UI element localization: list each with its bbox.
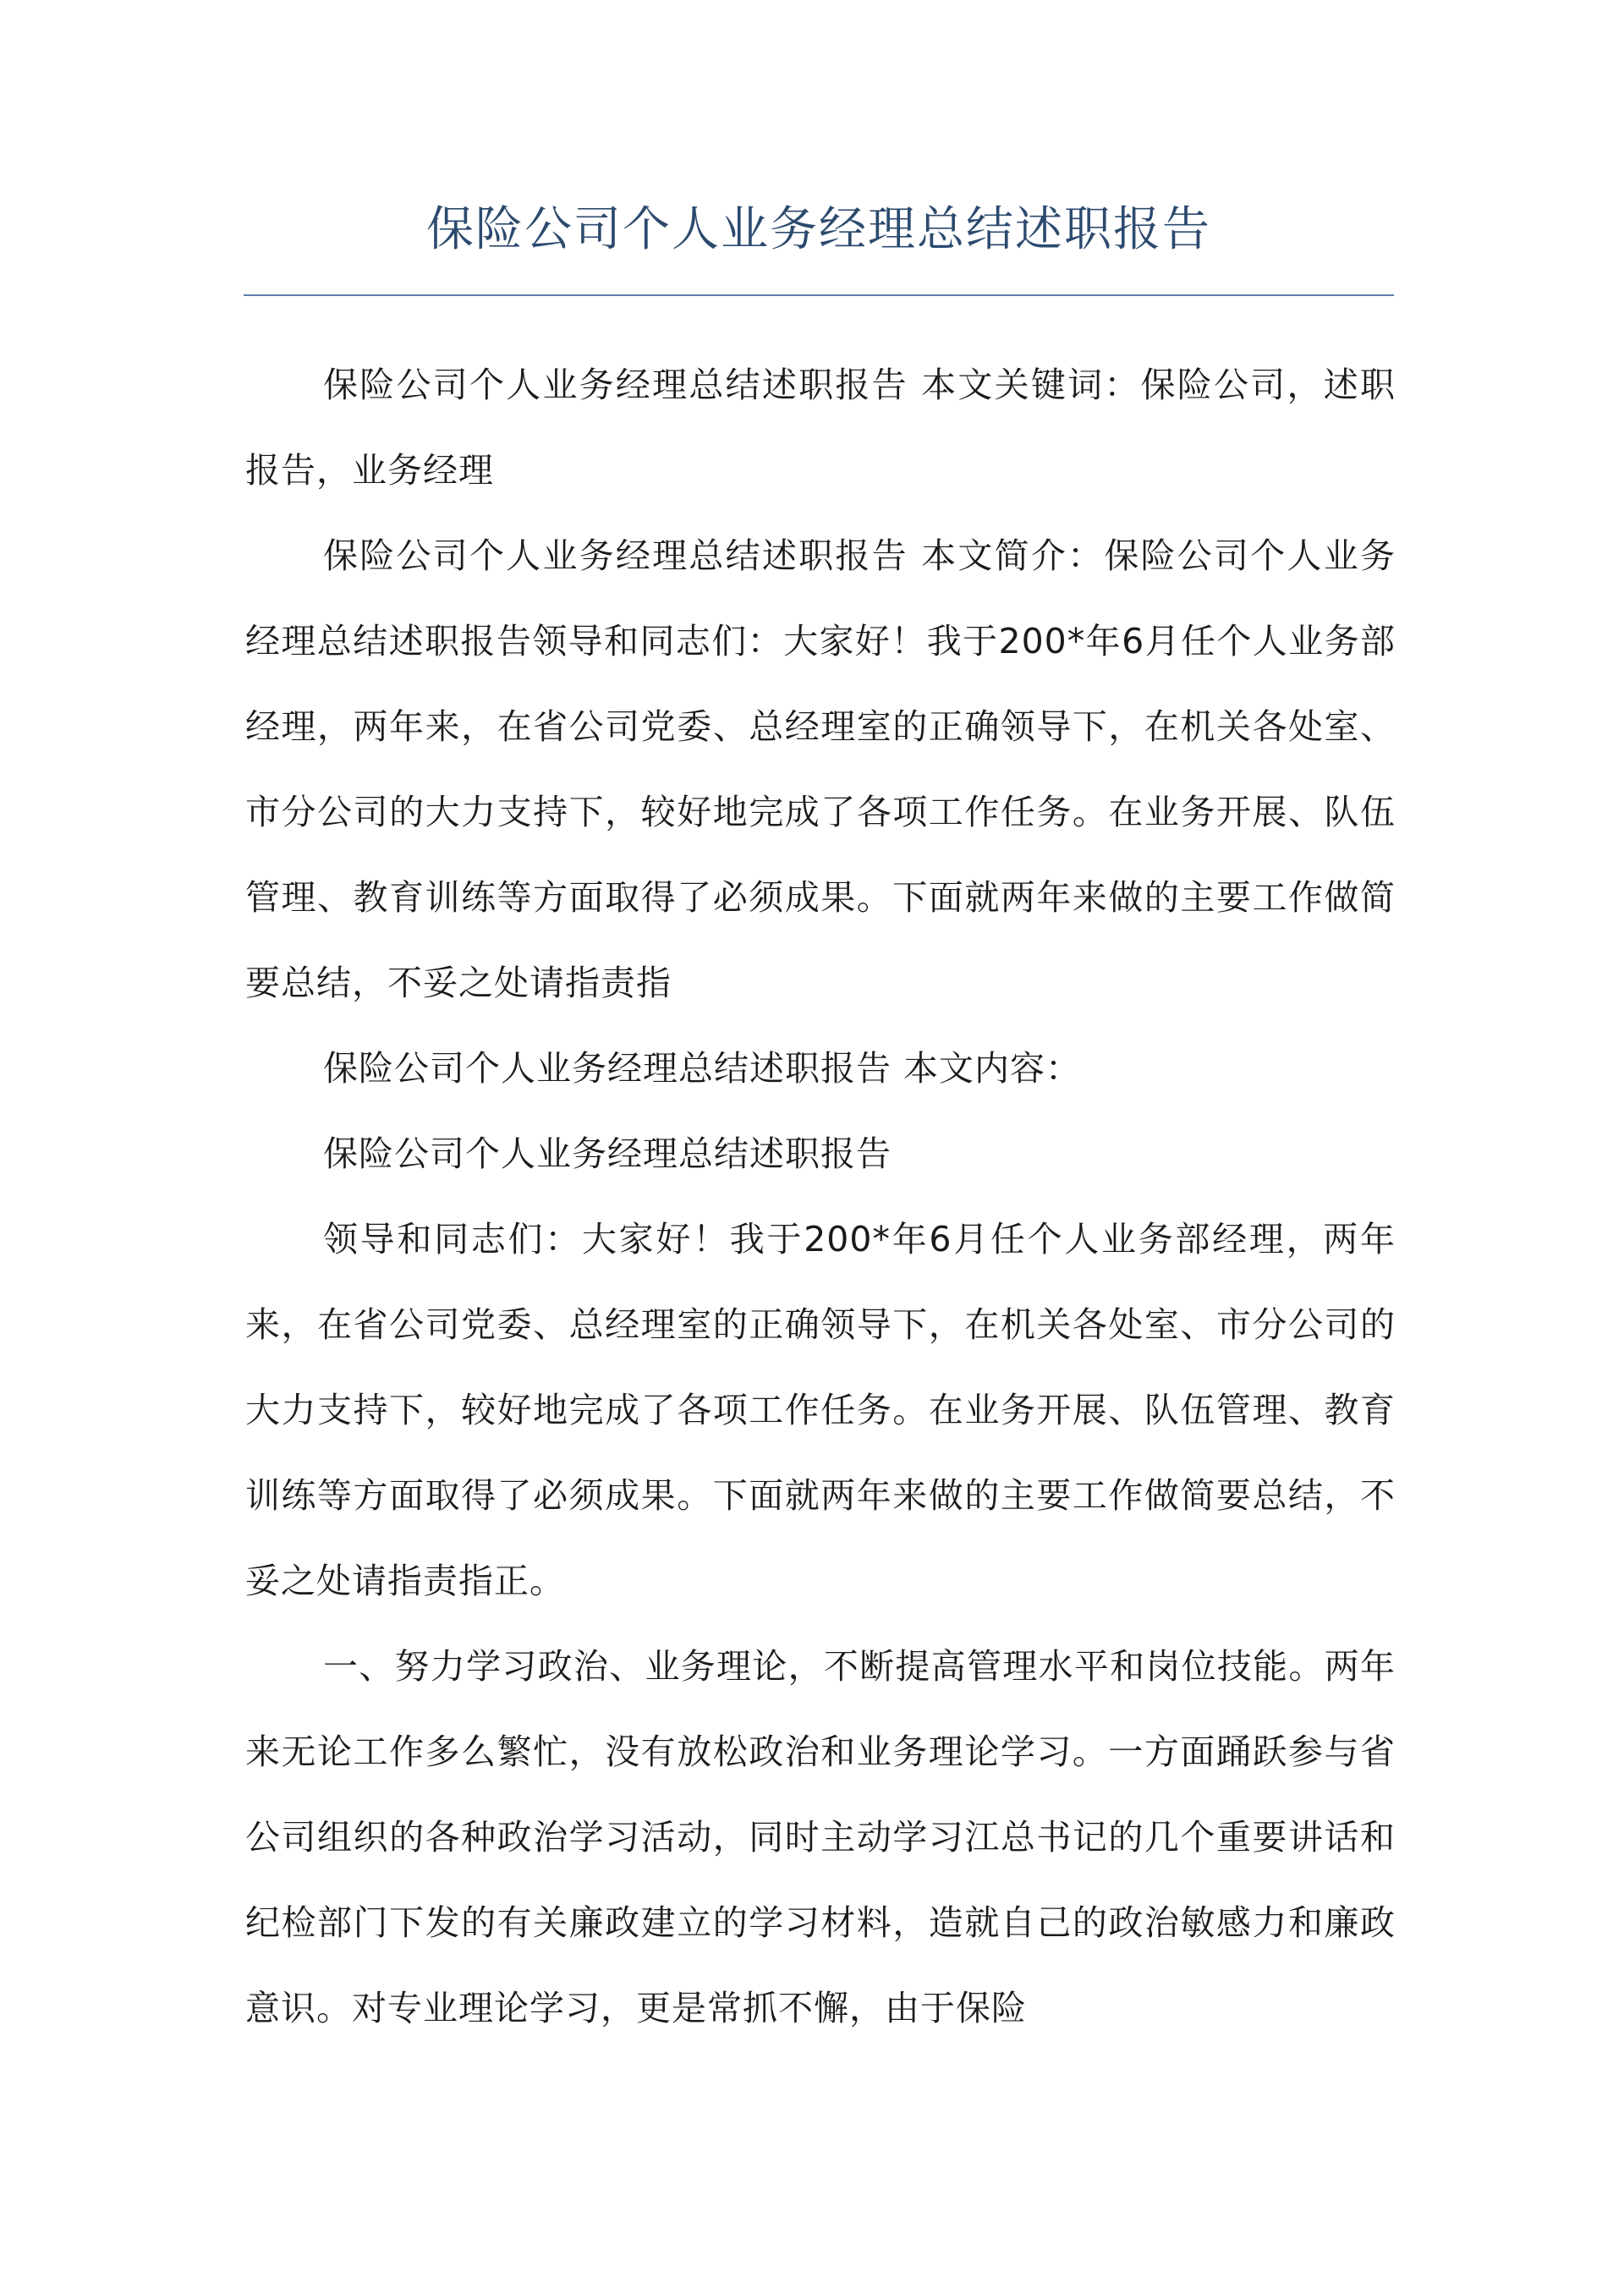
paragraph-summary: 保险公司个人业务经理总结述职报告 本文简介：保险公司个人业务经理总结述职报告领导和同志们：大家好！我于200*年6月任个人业务部经理，两年来，在省公司党委、总经理室的正确领导下，在机关各处室、市分公司的大力支持下，较好地完成了各项工作任务。在业务开展、队伍管理、教育训练等方面取得了必须成果。下面就两年来做的主要工作做简要总结，不妥之处请指责指 [245, 535, 1396, 1003]
paragraph-keywords: 保险公司个人业务经理总结述职报告 本文关键词：保险公司，述职报告，业务经理 [245, 365, 1396, 491]
paragraph-inner-title: 保险公司个人业务经理总结述职报告 [323, 1133, 892, 1174]
paragraph-section-one: 一、努力学习政治、业务理论，不断提高管理水平和岗位技能。两年来无论工作多么繁忙，没有放松政治和业务理论学习。一方面踊跃参与省公司组织的各种政治学习活动，同时主动学习江总书记的几个重要讲话和纪检部门下发的有关廉政建立的学习材料，造就自己的政治敏感力和廉政意识。对专业理论学习，更是常抓不懈，由于保险 [245, 1646, 1396, 2028]
paragraph-content-label: 保险公司个人业务经理总结述职报告 本文内容： [323, 1048, 1082, 1089]
document-body [245, 343, 1396, 2051]
title-underline [244, 294, 1394, 296]
paragraph-greeting: 领导和同志们：大家好！我于200*年6月任个人业务部经理，两年来，在省公司党委、总经理室的正确领导下，在机关各处室、市分公司的大力支持下，较好地完成了各项工作任务。在业务开展、队伍管理、教育训练等方面取得了必须成果。下面就两年来做的主要工作做简要总结，不妥之处请指责指正。 [245, 1219, 1396, 1601]
document-title: 保险公司个人业务经理总结述职报告 [426, 202, 1211, 257]
